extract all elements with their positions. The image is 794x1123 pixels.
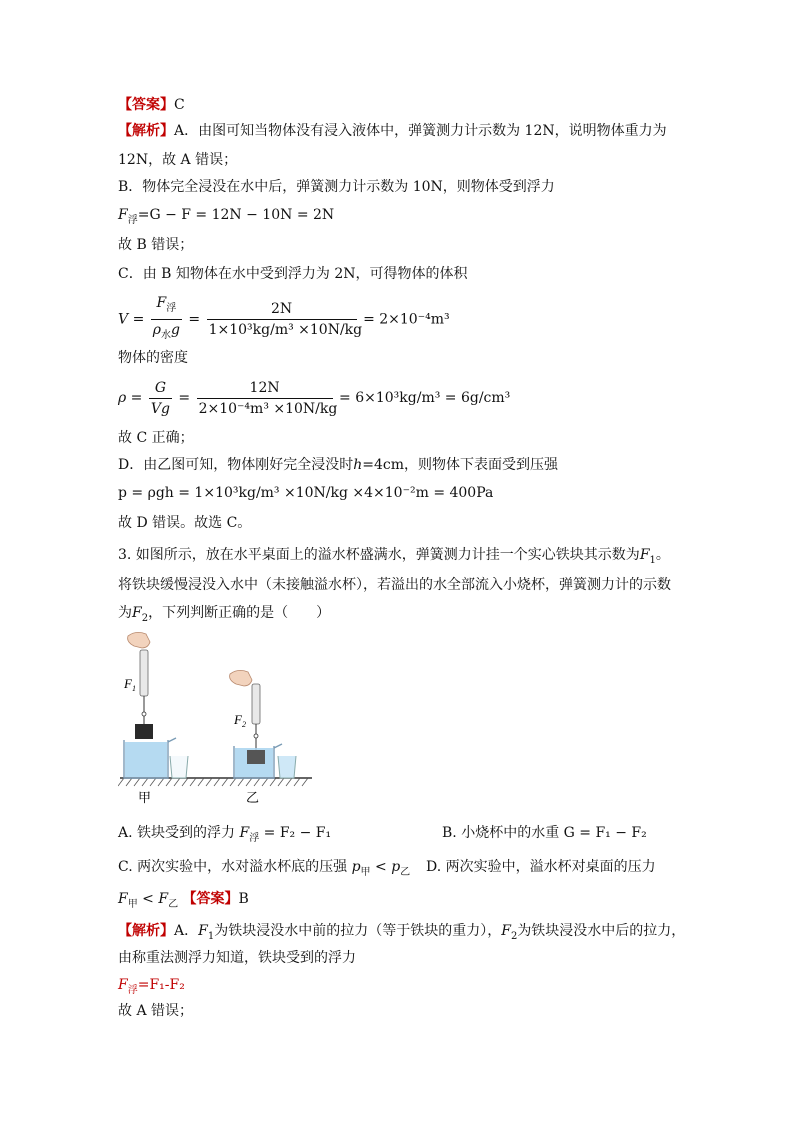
q2-density-equation: ρ = $\frac{G}{Vg}$ = $\frac{12N}{\text{2×10⁻⁴m³ ×10N/kg}}$ = 6×10³kg/m³ = 6g/cm³ bbox=[118, 379, 511, 417]
setup-jia bbox=[124, 632, 188, 778]
q3-analysis-eq: $F_浮=F_1-F_2$ bbox=[118, 977, 185, 996]
q2-b-equation: $F_浮=G - F = 12N - 10N = 2N$ bbox=[118, 207, 335, 226]
q2-density-frac-num: 12N bbox=[197, 379, 333, 399]
answer-label: 【答案】 bbox=[118, 97, 174, 113]
q2-density-result: = 6×10³kg/m³ = 6g/cm³ bbox=[339, 390, 511, 406]
q2-analysis-a-line2: 12N，故 A 错误； bbox=[118, 152, 238, 168]
q2-b-text: B．物体完全浸没在水中后，弹簧测力计示数为 10N，则物体受到浮力 bbox=[118, 179, 555, 195]
q3-analysis-conclusion: 故 A 错误； bbox=[118, 1003, 194, 1019]
label-yi: 乙 bbox=[246, 790, 260, 805]
q3-stem-line2: 将铁块缓慢浸没入水中（未接触溢水杯），若溢出的水全部流入小烧杯，弹簧测力计的示数 bbox=[118, 577, 671, 593]
q2-density-label: 物体的密度 bbox=[118, 350, 188, 366]
q2-volume-result: = 2×10⁻⁴m³ bbox=[363, 311, 450, 328]
option-a: A. 铁块受到的浮力 $F_浮 = F_2 - F_1$ bbox=[118, 825, 332, 844]
q2-volume-frac-num: 2N bbox=[207, 300, 357, 320]
q2-analysis-a-line1 bbox=[118, 120, 667, 142]
q2-answer-line bbox=[118, 94, 185, 116]
option-d-cont-and-answer: $F_甲 < F_乙$ 【答案】B bbox=[118, 891, 249, 910]
label-f2: $F_2$ bbox=[234, 712, 246, 729]
option-c: C. 两次实验中，水对溢水杯底的压强 $p_甲 < p_乙$ bbox=[118, 859, 411, 878]
q2-b-conclusion: 故 B 错误； bbox=[118, 237, 194, 253]
q2-c-text: C．由 B 知物体在水中受到浮力为 2N，可得物体的体积 bbox=[118, 266, 468, 282]
q2-pressure-equation: p = ρgh = 1×10³kg/m³ ×10N/kg ×4×10⁻²m = 400Pa bbox=[118, 485, 494, 501]
q2-volume-frac-den: 1×10³kg/m³ ×10N/kg bbox=[208, 322, 363, 338]
q3-analysis-line2: 由称重法测浮力知道，铁块受到的浮力 bbox=[118, 950, 356, 966]
q2-density-frac-den: 2×10⁻⁴m³ ×10N/kg bbox=[198, 400, 338, 417]
q2-answer-value: C bbox=[174, 97, 185, 113]
q3-analysis-line1: 【解析】A．$F_1$为铁块浸没水中前的拉力（等于铁块的重力），$F_2$为铁块浸没水中后的拉力， bbox=[118, 923, 686, 942]
q3-stem-line1: 3. 如图所示，放在水平桌面上的溢水杯盛满水，弹簧测力计挂一个实心铁块其示数为$F_1$。 bbox=[118, 547, 670, 566]
q3-answer-value: B bbox=[238, 891, 249, 907]
experiment-figure bbox=[118, 628, 318, 818]
option-b: B. 小烧杯中的水重 G = F₁ − F₂ bbox=[442, 825, 647, 841]
q3-stem-line3: 为$F_2$，下列判断正确的是（ ） bbox=[118, 605, 331, 624]
analysis-label: 【解析】 bbox=[118, 123, 174, 139]
option-d: D. 两次实验中，溢水杯对桌面的压力 bbox=[426, 859, 656, 875]
q2-d-text: D．由乙图可知，物体刚好完全浸没时h=4cm，则物体下表面受到压强 bbox=[118, 457, 559, 473]
label-jia: 甲 bbox=[138, 790, 152, 805]
q2-analysis-a-text: A．由图可知当物体没有浸入液体中，弹簧测力计示数为 12N，说明物体重力为 bbox=[174, 123, 667, 139]
q2-b-eq: =G − F = 12N − 10N = 2N bbox=[137, 207, 335, 223]
q2-d-conclusion: 故 D 错误。故选 C。 bbox=[118, 515, 252, 531]
q2-c-conclusion: 故 C 正确； bbox=[118, 430, 194, 446]
label-f1: $F_1$ bbox=[124, 676, 136, 693]
q2-volume-equation: V = $\frac{F_浮}{\rho_水g}$ = $\frac{2N}{\text{1×10³kg/m³ ×10N/kg}}$ = 2×10⁻⁴m³ bbox=[118, 295, 450, 341]
